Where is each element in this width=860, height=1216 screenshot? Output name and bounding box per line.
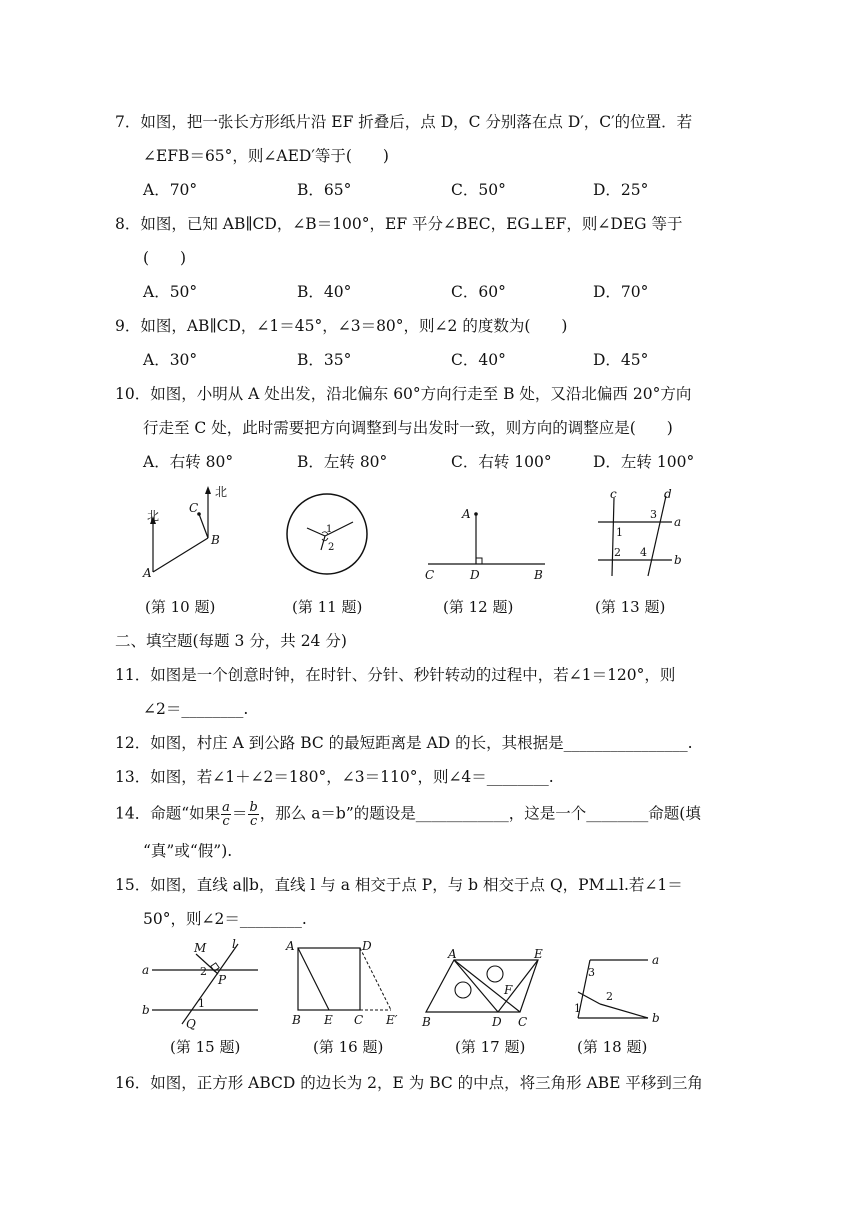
f16-label-e: E (324, 1013, 333, 1027)
f10-label-c: C (189, 501, 199, 515)
f10-north-label-1: 北 (147, 509, 160, 523)
f16-label-b: B (292, 1013, 301, 1027)
caption-fig15: (第 15 题) (170, 1038, 241, 1056)
q15-line1: 15．如图，直线 a∥b，直线 l 与 a 相交于点 P，与 b 相交于点 Q，PM⊥l.若∠1＝ (115, 876, 683, 894)
q7-option-d: D．25° (593, 181, 649, 199)
f17-label-d: D (492, 1015, 502, 1029)
q8-option-b: B．40° (297, 283, 352, 301)
f10-label-b: B (211, 533, 220, 547)
q9-option-b: B．35° (297, 351, 352, 369)
f16-label-a: A (286, 939, 295, 953)
q10-option-b: B．左转 80° (297, 453, 388, 471)
figure-16 (282, 938, 407, 1026)
f11-angle-2: 2 (328, 542, 335, 553)
q9-option-c: C．40° (451, 351, 506, 369)
q14-line2: “真”或“假”). (143, 842, 233, 860)
f17-label-a: A (448, 947, 457, 961)
f18-angle-1: 1 (574, 1002, 581, 1015)
f12-label-d: D (470, 568, 480, 582)
figure-11 (285, 492, 371, 578)
f15-angle-1: 1 (198, 997, 205, 1010)
figure-12 (420, 502, 550, 582)
q14-fraction-b-over-c: $\frac{b}{c}$ (249, 800, 258, 829)
q13-line1: 13．如图，若∠1＋∠2＝180°，∠3＝110°，则∠4＝________. (115, 768, 554, 786)
f12-label-b: B (534, 568, 543, 582)
f17-label-c: C (518, 1015, 528, 1029)
f13-label-d: d (664, 487, 672, 501)
f10-north-label-2: 北 (215, 485, 228, 499)
q14-post: ，那么 a＝b”的题设是____________，这是一个________命题(填 (259, 804, 701, 823)
figure-10 (135, 480, 235, 580)
q16-line1: 16．如图，正方形 ABCD 的边长为 2，E 为 BC 的中点，将三角形 ABE 平移到三角 (115, 1074, 703, 1092)
q8-option-c: C．60° (451, 283, 506, 301)
f15-angle-2: 2 (200, 965, 207, 978)
q11-line1: 11．如图是一个创意时钟，在时针、分针、秒针转动的过程中，若∠1＝120°，则 (115, 666, 676, 684)
f16-label-e-prime: E′ (386, 1013, 398, 1027)
q10-line2: 行走至 C 处，此时需要把方向调整到与出发时一致，则方向的调整应是( ) (143, 419, 673, 437)
q14-pre: 14．命题“如果 (115, 804, 221, 823)
caption-fig13: (第 13 题) (595, 598, 666, 616)
q7-line2: ∠EFB＝65°，则∠AED′等于( ) (143, 147, 389, 165)
figure-18 (564, 946, 674, 1028)
f15-label-b: b (142, 1003, 150, 1017)
q12-line1: 12．如图，村庄 A 到公路 BC 的最短距离是 AD 的长，其根据是________________. (115, 734, 693, 752)
caption-fig12: (第 12 题) (443, 598, 514, 616)
figure-17 (418, 946, 553, 1028)
f18-label-a: a (652, 953, 660, 967)
f17-label-e: E (534, 947, 543, 961)
f15-label-l: l (232, 937, 236, 951)
q14-equals: ＝ (231, 804, 248, 823)
q8-line1: 8．如图，已知 AB∥CD，∠B＝100°，EF 平分∠BEC，EG⊥EF，则∠DEG 等于 (115, 215, 683, 233)
f16-label-c: C (354, 1013, 364, 1027)
f10-label-a: A (143, 566, 152, 580)
q8-line2: ( ) (143, 249, 187, 267)
f12-label-a: A (462, 507, 471, 521)
caption-fig16: (第 16 题) (313, 1038, 384, 1056)
q7-line1: 7．如图，把一张长方形纸片沿 EF 折叠后，点 D，C 分别落在点 D′，C′的位置．若 (115, 113, 693, 131)
q14-line1 (115, 801, 701, 828)
f15-label-m: M (194, 941, 207, 955)
f15-label-a: a (142, 963, 150, 977)
f15-label-p: P (218, 973, 227, 987)
figure-13 (592, 488, 692, 580)
f17-label-f: F (504, 983, 513, 997)
section-2-heading: 二、填空题(每题 3 分，共 24 分) (115, 632, 347, 650)
f13-angle-4: 4 (640, 546, 647, 559)
f12-label-c: C (425, 568, 435, 582)
q9-option-a: A．30° (143, 351, 198, 369)
f13-angle-1: 1 (616, 526, 623, 539)
f18-angle-2: 2 (606, 990, 613, 1003)
f18-label-b: b (652, 1011, 660, 1025)
f15-label-q: Q (186, 1017, 196, 1031)
caption-fig10: (第 10 题) (145, 598, 216, 616)
f11-angle-1: 1 (326, 524, 333, 535)
q10-line1: 10．如图，小明从 A 处出发，沿北偏东 60°方向行走至 B 处，又沿北偏西 20°方向 (115, 385, 692, 403)
f13-angle-2: 2 (614, 546, 621, 559)
caption-fig18: (第 18 题) (577, 1038, 648, 1056)
f13-angle-3: 3 (650, 508, 657, 521)
f17-label-b: B (422, 1015, 431, 1029)
q10-option-c: C．右转 100° (451, 453, 552, 471)
q9-line1: 9．如图，AB∥CD，∠1＝45°，∠3＝80°，则∠2 的度数为( ) (115, 317, 568, 335)
f13-label-c: c (610, 487, 617, 501)
f13-label-b: b (674, 553, 682, 567)
f16-label-d: D (362, 939, 372, 953)
q7-option-c: C．50° (451, 181, 506, 199)
q8-option-d: D．70° (593, 283, 649, 301)
q11-line2: ∠2＝________. (143, 700, 249, 718)
q7-option-b: B．65° (297, 181, 352, 199)
q10-option-d: D．左转 100° (593, 453, 695, 471)
f13-label-a: a (674, 515, 682, 529)
q9-option-d: D．45° (593, 351, 649, 369)
q14-fraction-a-over-c: $\frac{a}{c}$ (222, 800, 230, 829)
caption-fig17: (第 17 题) (455, 1038, 526, 1056)
q7-option-a: A．70° (143, 181, 198, 199)
q15-line2: 50°，则∠2＝________. (143, 910, 307, 928)
figure-15 (138, 937, 263, 1031)
q8-option-a: A．50° (143, 283, 198, 301)
f18-angle-3: 3 (588, 966, 595, 979)
q10-option-a: A．右转 80° (143, 453, 234, 471)
caption-fig11: (第 11 题) (292, 598, 363, 616)
